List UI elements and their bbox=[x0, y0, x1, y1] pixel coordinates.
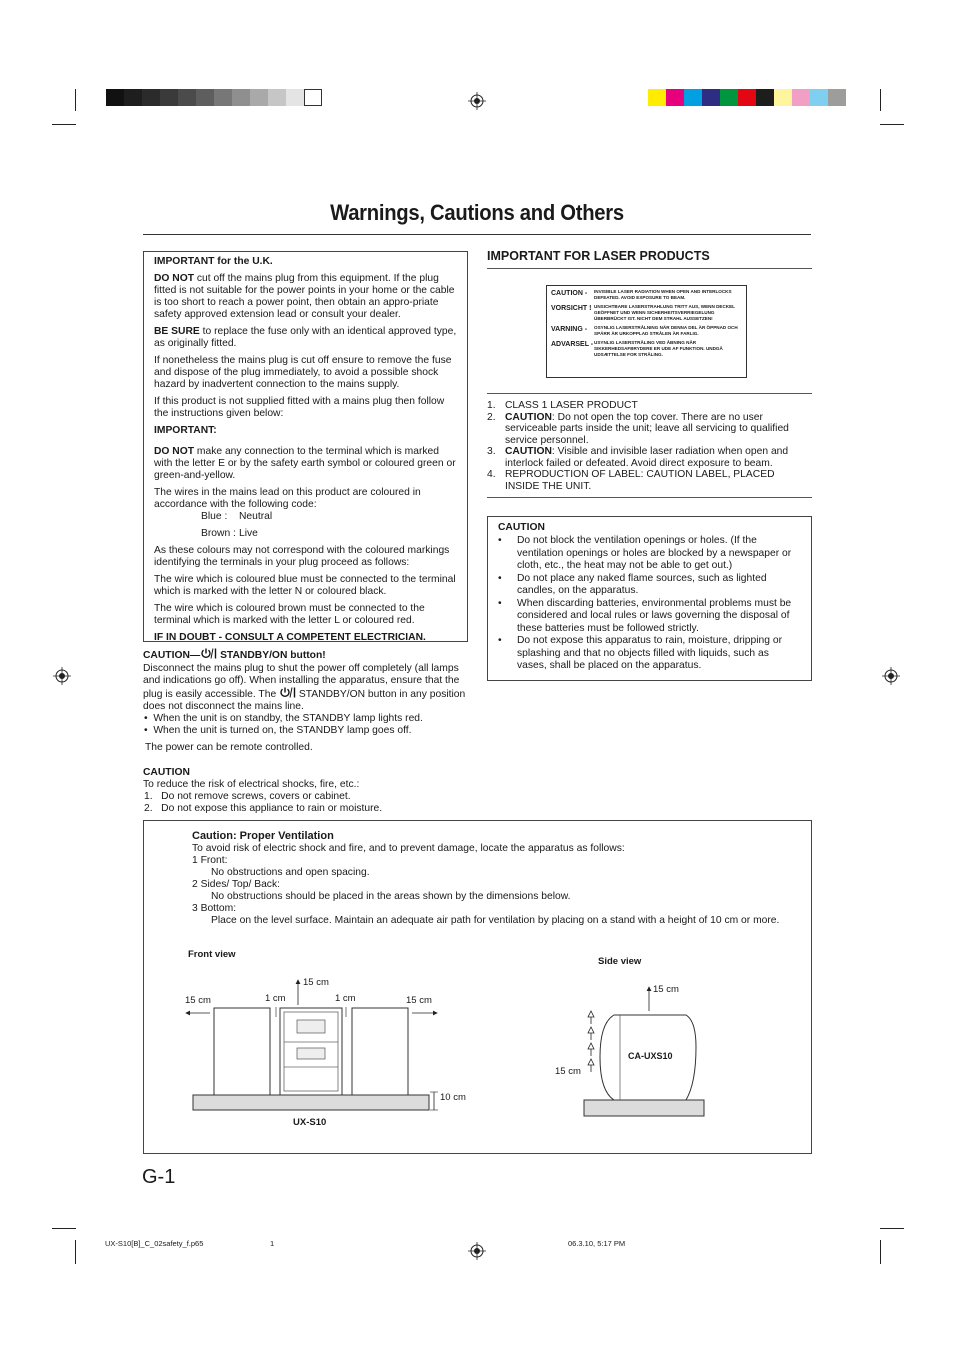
process-color-swatch bbox=[774, 89, 792, 106]
laser-list-rule-bottom bbox=[487, 497, 812, 498]
label-text: INVISIBLE LASER RADIATION WHEN OPEN AND INTERLOCKS DEFEATED. AVOID EXPOSURE TO BEAM. bbox=[594, 289, 732, 300]
text: REPRODUCTION OF LABEL: CAUTION LABEL, PLACED INSIDE THE UNIT. bbox=[505, 469, 775, 492]
uk-paragraph: The wire which is coloured brown must be connected to the terminal which is marked with the letter L or coloured red. bbox=[154, 603, 425, 626]
uk-important-box bbox=[143, 251, 468, 642]
bullet: • bbox=[498, 535, 502, 546]
dim-gap-left: 1 cm bbox=[265, 993, 286, 1004]
process-color-swatch bbox=[684, 89, 702, 106]
crop-mark bbox=[880, 89, 881, 111]
process-color-swatch bbox=[810, 89, 828, 106]
laser-item bbox=[487, 446, 807, 469]
process-color-swatch bbox=[792, 89, 810, 106]
text: : Visible and invisible laser radiation when open and interlock failed or defeated. Avoid direct exposure to beam. bbox=[505, 446, 789, 469]
text: : Do not open the top cover. There are no user serviceable parts inside the unit; leave all servicing to qualified service personnel. bbox=[505, 411, 789, 446]
caution-item bbox=[498, 535, 801, 573]
caution-item bbox=[498, 598, 801, 636]
process-color-swatch bbox=[666, 89, 684, 106]
gray-swatch bbox=[196, 89, 214, 106]
standby-paragraph bbox=[143, 663, 473, 713]
label-key: CAUTION - bbox=[551, 290, 588, 297]
process-color-swatch bbox=[828, 89, 846, 106]
label-key: ADVARSEL - bbox=[551, 341, 594, 348]
ventilation-bottom-heading: 3 Bottom: bbox=[192, 903, 237, 914]
text: to replace the fuse only with an identical approved type, as originally fitted. bbox=[154, 326, 457, 349]
shock-caution-intro: To reduce the risk of electrical shocks, fire, etc.: bbox=[143, 779, 360, 790]
ventilation-sides: No obstructions should be placed in the areas shown by the dimensions below. bbox=[211, 891, 571, 902]
wire-code-row bbox=[154, 511, 457, 523]
label-text: USYNLIG LASERSTRÅLING VED ÅBNING NÅR SIKKERHEDSAFBRYDERE ER UDE AF FUNKTION. UNDGÅ UDSÆTTELSE FOR STRÅLING. bbox=[594, 340, 723, 357]
ventilation-front-heading: 1 Front: bbox=[192, 855, 228, 866]
laser-rule bbox=[487, 268, 812, 269]
ventilation-intro: To avoid risk of electric shock and fire, and to prevent damage, locate the apparatus as follows: bbox=[192, 843, 625, 854]
label-text: OSYNLIG LASERSTRÅLNING NÄR DENNA DEL ÄR ÖPPNAD OCH SPÄRR ÄR URKOPPLAD STRÅLEN ÄR FARLIG. bbox=[594, 325, 738, 336]
label-row bbox=[551, 340, 742, 358]
power-icon bbox=[200, 648, 217, 659]
power-icon bbox=[279, 687, 296, 698]
label-row bbox=[551, 289, 742, 301]
laser-item bbox=[487, 469, 807, 492]
registration-mark-icon bbox=[468, 1242, 486, 1260]
bullet: • bbox=[498, 572, 502, 584]
stand-base bbox=[193, 1095, 429, 1110]
process-color-swatch bbox=[702, 89, 720, 106]
caution-item bbox=[498, 573, 801, 598]
item-number: 4. bbox=[487, 469, 496, 480]
wire-meaning: Neutral bbox=[239, 511, 273, 522]
wire-meaning: Live bbox=[239, 528, 258, 539]
speaker-left bbox=[214, 1008, 270, 1095]
uk-paragraph bbox=[154, 446, 457, 482]
label-row bbox=[551, 325, 742, 337]
text: Do not remove screws, covers or cabinet. bbox=[161, 791, 351, 802]
wire-color: Brown : bbox=[201, 528, 236, 539]
emphasis: DO NOT bbox=[154, 446, 195, 457]
ventilation-front: No obstructions and open spacing. bbox=[211, 867, 370, 878]
crop-mark bbox=[880, 124, 904, 125]
shock-caution-item: 2. Do not expose this appliance to rain or moisture. bbox=[144, 803, 383, 814]
uk-paragraph: The wire which is coloured blue must be connected to the terminal which is marked with the letter N or coloured black. bbox=[154, 574, 456, 597]
uk-paragraph bbox=[154, 326, 457, 350]
emphasis: CAUTION bbox=[505, 446, 552, 457]
side-view-label: Side view bbox=[598, 956, 642, 967]
uk-electrician-note: IF IN DOUBT - CONSULT A COMPETENT ELECTRICIAN. bbox=[154, 632, 426, 643]
dim-gap-right: 1 cm bbox=[335, 993, 356, 1004]
bullet: • bbox=[498, 635, 502, 646]
standby-bullet: • When the unit is turned on, the STANDBY lamp goes off. bbox=[144, 725, 412, 736]
front-view-label: Front view bbox=[188, 949, 236, 960]
crop-mark bbox=[75, 1240, 76, 1264]
caution-box bbox=[487, 516, 812, 681]
shock-caution-heading: CAUTION bbox=[143, 767, 190, 778]
gray-swatch bbox=[250, 89, 268, 106]
laser-item bbox=[487, 412, 807, 447]
laser-list bbox=[487, 400, 807, 492]
caution-item bbox=[498, 635, 801, 673]
process-color-swatch bbox=[648, 89, 666, 106]
uk-paragraph: The wires in the mains lead on this product are coloured in accordance with the following code: bbox=[154, 487, 421, 510]
gray-swatch bbox=[142, 89, 160, 106]
text: Do not place any naked flame sources, such as lighted candles, on the apparatus. bbox=[517, 572, 767, 596]
standby-heading-prefix: CAUTION— bbox=[143, 650, 201, 661]
text: When the unit is turned on, the STANDBY lamp goes off. bbox=[153, 725, 412, 736]
text: When the unit is on standby, the STANDBY lamp lights red. bbox=[153, 713, 423, 724]
gray-swatch bbox=[304, 89, 322, 106]
crop-mark bbox=[52, 124, 76, 125]
footer-date: 06.3.10, 5:17 PM bbox=[568, 1239, 626, 1248]
item-number: 3. bbox=[487, 446, 496, 457]
text: Do not expose this apparatus to rain, moisture, dripping or splashing and that no objects filled with liquids, such as vases, shall be placed on the apparatus. bbox=[517, 635, 783, 671]
process-color-swatch bbox=[756, 89, 774, 106]
text: make any connection to the terminal which is marked with the letter E or by the safety earth symbol or coloured green or green-and-yellow. bbox=[154, 446, 456, 481]
gray-swatch bbox=[178, 89, 196, 106]
crop-mark bbox=[52, 1228, 76, 1229]
dim-back-side: 15 cm bbox=[555, 1066, 581, 1077]
text: Do not block the ventilation openings or holes. (If the ventilation openings or holes are blocked by a newspaper or cloth, etc., the heat may not be able to get out.) bbox=[517, 535, 792, 571]
gray-swatch bbox=[286, 89, 304, 106]
ventilation-bottom: Place on the level surface. Maintain an adequate air path for ventilation by placing on a stand with a height of 10 cm or more. bbox=[211, 915, 780, 926]
registration-mark-icon bbox=[468, 92, 486, 110]
caution-box-heading: CAUTION bbox=[498, 522, 545, 533]
speaker-right bbox=[352, 1008, 408, 1095]
text: When discarding batteries, environmental problems must be considered and local rules or laws governing the disposal of these batteries must be followed strictly. bbox=[517, 597, 792, 634]
laser-item bbox=[487, 400, 807, 412]
gray-swatch bbox=[160, 89, 178, 106]
dim-bottom: 10 cm bbox=[440, 1092, 466, 1103]
uk-important-label: IMPORTANT: bbox=[154, 425, 217, 436]
gray-swatch bbox=[232, 89, 250, 106]
registration-mark-icon bbox=[882, 667, 900, 685]
footer-filename: UX-S10[B]_C_02safety_f.p65 bbox=[105, 1239, 204, 1248]
item-number: 2. bbox=[487, 411, 496, 423]
emphasis: CAUTION bbox=[505, 411, 552, 423]
registration-mark-icon bbox=[53, 667, 71, 685]
dim-top-front: 15 cm bbox=[303, 977, 329, 988]
text: Disconnect the mains plug to shut the power off completely (all lamps and indications go off). When installing the apparatus, ensure that the plug is easily accessible. The bbox=[143, 663, 460, 700]
gray-swatch bbox=[106, 89, 124, 106]
text: STANDBY/ON button in any position does not disconnect the mains line. bbox=[143, 689, 466, 712]
standby-heading bbox=[143, 648, 473, 662]
uk-paragraph: As these colours may not correspond with the coloured markings identifying the terminals in your plug proceed as follows: bbox=[154, 545, 450, 568]
crop-mark bbox=[75, 89, 76, 111]
crop-mark bbox=[880, 1240, 881, 1264]
text: Do not expose this appliance to rain or moisture. bbox=[161, 803, 383, 814]
bullet: • bbox=[498, 597, 502, 609]
text: cut off the mains plug from this equipment. If the plug fitted is not suitable for the power points in your home or the cable is too short to reach a power point, then obtain an appro-priate safety approved extension lead or consult your dealer. bbox=[154, 273, 455, 320]
emphasis: BE SURE bbox=[154, 326, 200, 337]
ventilation-sides-heading: 2 Sides/ Top/ Back: bbox=[192, 879, 280, 890]
gray-swatch bbox=[124, 89, 142, 106]
text: CLASS 1 LASER PRODUCT bbox=[505, 400, 638, 411]
ventilation-diagram bbox=[144, 821, 811, 1153]
title-divider bbox=[143, 234, 811, 235]
process-color-swatch bbox=[720, 89, 738, 106]
label-text: UNSICHTBARE LASERSTRAHLUNG TRITT AUS, WENN DECKEL GEÖFFNET UND WENN SICHERHEITSVERRIEGELUNG ÜBERBRÜCKT IST. NICHT DEM STRAHL AUSSETZEN! bbox=[594, 304, 735, 321]
laser-list-rule-top bbox=[487, 393, 812, 394]
model-speaker-label: CA-UXS10 bbox=[628, 1051, 673, 1061]
ventilation-heading: Caution: Proper Ventilation bbox=[192, 830, 334, 842]
footer-page: 1 bbox=[270, 1239, 275, 1248]
uk-paragraph: If this product is not supplied fitted with a mains plug then follow the instructions given below: bbox=[154, 396, 445, 419]
ventilation-box bbox=[143, 820, 812, 1154]
dim-top-side: 15 cm bbox=[653, 984, 679, 995]
uk-paragraph bbox=[154, 273, 457, 321]
page-number: G-1 bbox=[142, 1166, 176, 1188]
laser-caution-label bbox=[546, 285, 747, 378]
page-title: Warnings, Cautions and Others bbox=[330, 200, 624, 225]
uk-paragraph: If nonetheless the mains plug is cut off ensure to remove the fuse and dispose of the plug immediately, to avoid a possible shock hazard by inadvertent connection to the mains supply. bbox=[154, 355, 452, 390]
model-main-label: UX-S10 bbox=[293, 1117, 327, 1128]
gray-swatch bbox=[214, 89, 232, 106]
dim-right-front: 15 cm bbox=[406, 995, 432, 1006]
wire-color: Blue : bbox=[201, 511, 228, 522]
side-stand-base bbox=[584, 1100, 704, 1116]
crop-mark bbox=[880, 1228, 904, 1229]
shock-caution-item: 1. Do not remove screws, covers or cabinet. bbox=[144, 791, 351, 802]
dim-left-front: 15 cm bbox=[185, 995, 211, 1006]
gray-swatch bbox=[268, 89, 286, 106]
label-row bbox=[551, 304, 742, 322]
wire-code-row bbox=[154, 528, 457, 540]
process-color-swatch bbox=[738, 89, 756, 106]
emphasis: DO NOT bbox=[154, 273, 195, 284]
uk-heading: IMPORTANT for the U.K. bbox=[154, 256, 273, 267]
label-key: VARNING - bbox=[551, 326, 588, 333]
standby-bullet: • When the unit is on standby, the STANDBY lamp lights red. bbox=[144, 713, 423, 724]
item-number: 1. bbox=[487, 400, 496, 411]
laser-heading: IMPORTANT FOR LASER PRODUCTS bbox=[487, 249, 710, 263]
standby-section bbox=[143, 648, 473, 815]
label-key: VORSICHT ! bbox=[551, 305, 592, 312]
standby-heading-suffix: STANDBY/ON button! bbox=[217, 650, 326, 661]
standby-remote: The power can be remote controlled. bbox=[145, 742, 313, 753]
